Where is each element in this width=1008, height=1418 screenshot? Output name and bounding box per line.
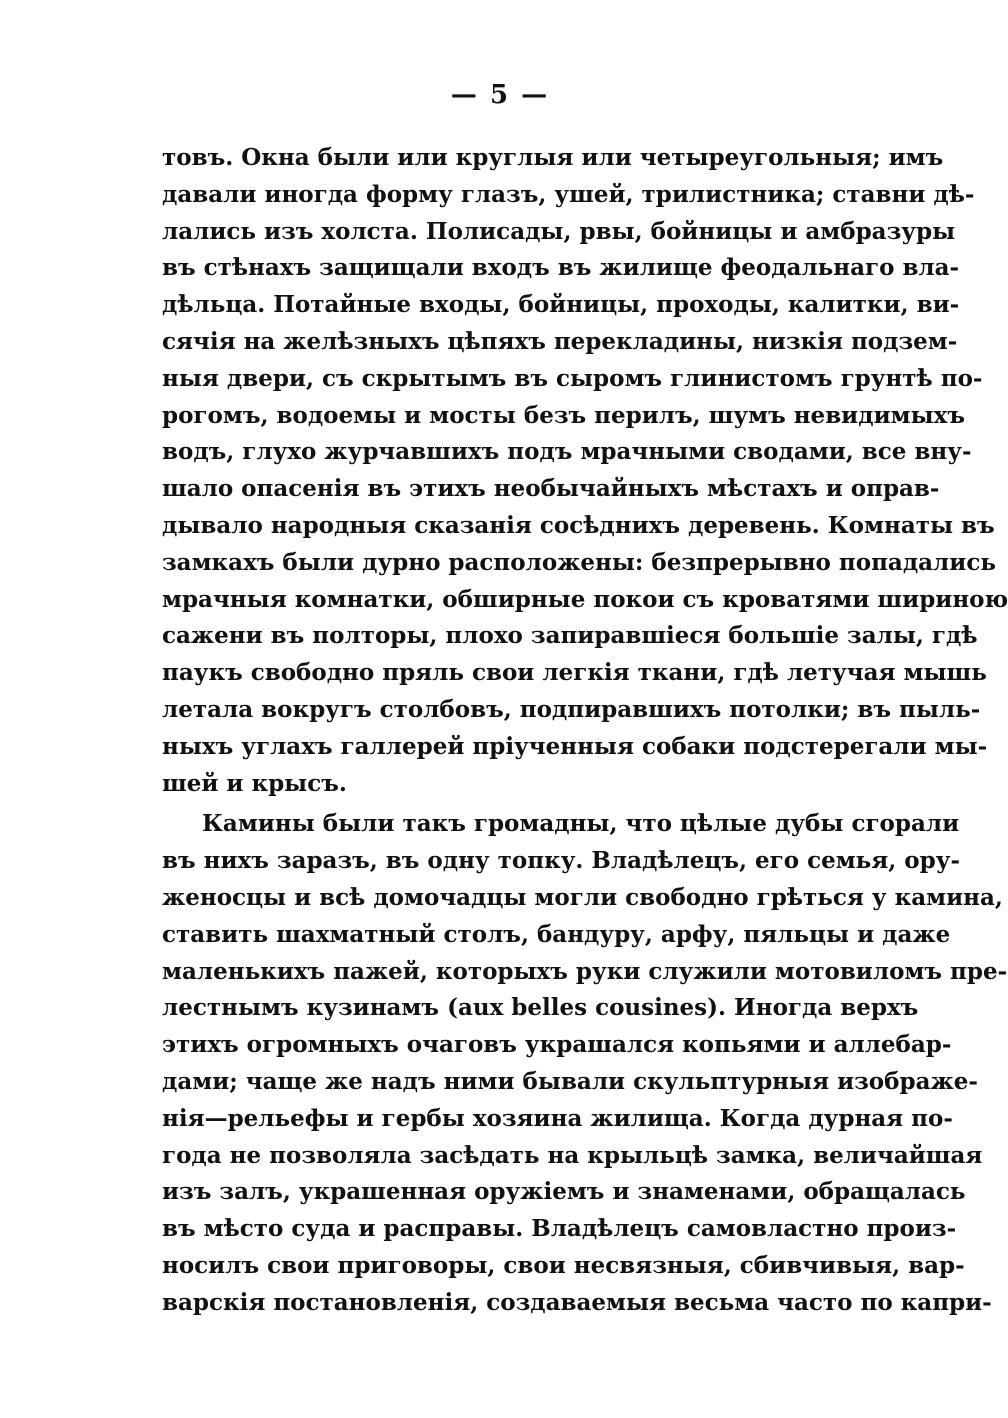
text-line: нія—рельефы и гербы хозяина жилища. Когда дурная по- [162, 1104, 953, 1132]
text-line: замкахъ были дурно расположены: безпрерывно попадались [162, 548, 996, 576]
text-line: сячія на желѣзныхъ цѣпяхъ перекладины, низкія подзем- [162, 327, 958, 355]
text-line: водъ, глухо журчавшихъ подъ мрачными сводами, все вну- [162, 438, 972, 466]
text-line: шей и крысъ. [162, 769, 347, 797]
text-line: товъ. Окна были или круглыя или четыреугольныя; имъ [162, 144, 944, 171]
text-line: ныхъ углахъ галлерей пріученныя собаки подстерегали мы- [162, 732, 988, 760]
paragraph-1 [162, 140, 1008, 802]
text-line: носилъ свои приговоры, свои несвязныя, сбивчивыя, вар- [162, 1251, 965, 1279]
text-line: мрачныя комнатки, обширные покои съ кроватями шириною [162, 585, 1008, 613]
text-line: варскія постановленія, создаваемыя весьма часто по капри- [162, 1288, 992, 1316]
text-line: дами; чаще же надъ ними бывали скульптурныя изображе- [162, 1067, 978, 1095]
text-line: женосцы и всѣ домочадцы могли свободно грѣться у камина, [162, 883, 1003, 911]
text-line: паукъ свободно пряль свои легкія ткани, гдѣ летучая мышь [162, 659, 987, 687]
page-number: — 5 — [450, 80, 550, 110]
text-line: дѣльца. Потайные входы, бойницы, проходы, калитки, ви- [162, 291, 960, 319]
body-text [162, 140, 1008, 1322]
text-line: сажени въ полторы, плохо запиравшіеся большіе залы, гдѣ [162, 622, 978, 650]
text-line: ныя двери, съ скрытымъ въ сыромъ глинистомъ грунтѣ по- [162, 364, 983, 392]
text-line: въ мѣсто суда и расправы. Владѣлецъ самовластно произ- [162, 1215, 957, 1243]
paragraph-2 [162, 806, 1008, 1321]
text-line: въ стѣнахъ защищали входъ въ жилище феодальнаго вла- [162, 254, 960, 282]
text-line: Камины были такъ громадны, что цѣлые дубы сгорали [202, 810, 960, 838]
text-line: давали иногда форму глазъ, ушей, трилистника; ставни дѣ- [162, 180, 975, 208]
text-line: маленькихъ пажей, которыхъ руки служили мотовиломъ пре- [162, 957, 1008, 985]
text-line: шало опасенія въ этихъ необычайныхъ мѣстахъ и оправ- [162, 475, 940, 503]
text-line: дывало народныя сказанія сосѣднихъ деревень. Комнаты въ [162, 511, 995, 539]
text-line: лестнымъ кузинамъ (aux belles cousines). Иногда верхъ [162, 994, 919, 1022]
text-line: этихъ огромныхъ очаговъ украшался копьями и аллебар- [162, 1031, 952, 1059]
text-line: рогомъ, водоемы и мосты безъ перилъ, шумъ невидимыхъ [162, 401, 966, 429]
text-line: летала вокругъ столбовъ, подпиравшихъ потолки; въ пыль- [162, 695, 981, 723]
text-line: ставить шахматный столъ, бандуру, арфу, пяльцы и даже [162, 920, 951, 948]
text-line: въ нихъ заразъ, въ одну топку. Владѣлецъ, его семья, ору- [162, 847, 960, 875]
text-line: изъ залъ, украшенная оружіемъ и знаменами, обращалась [162, 1178, 966, 1206]
text-line: лались изъ холста. Полисады, рвы, бойницы и амбразуры [162, 217, 956, 245]
text-line: года не позволяла засѣдать на крыльцѣ замка, величайшая [162, 1141, 983, 1169]
